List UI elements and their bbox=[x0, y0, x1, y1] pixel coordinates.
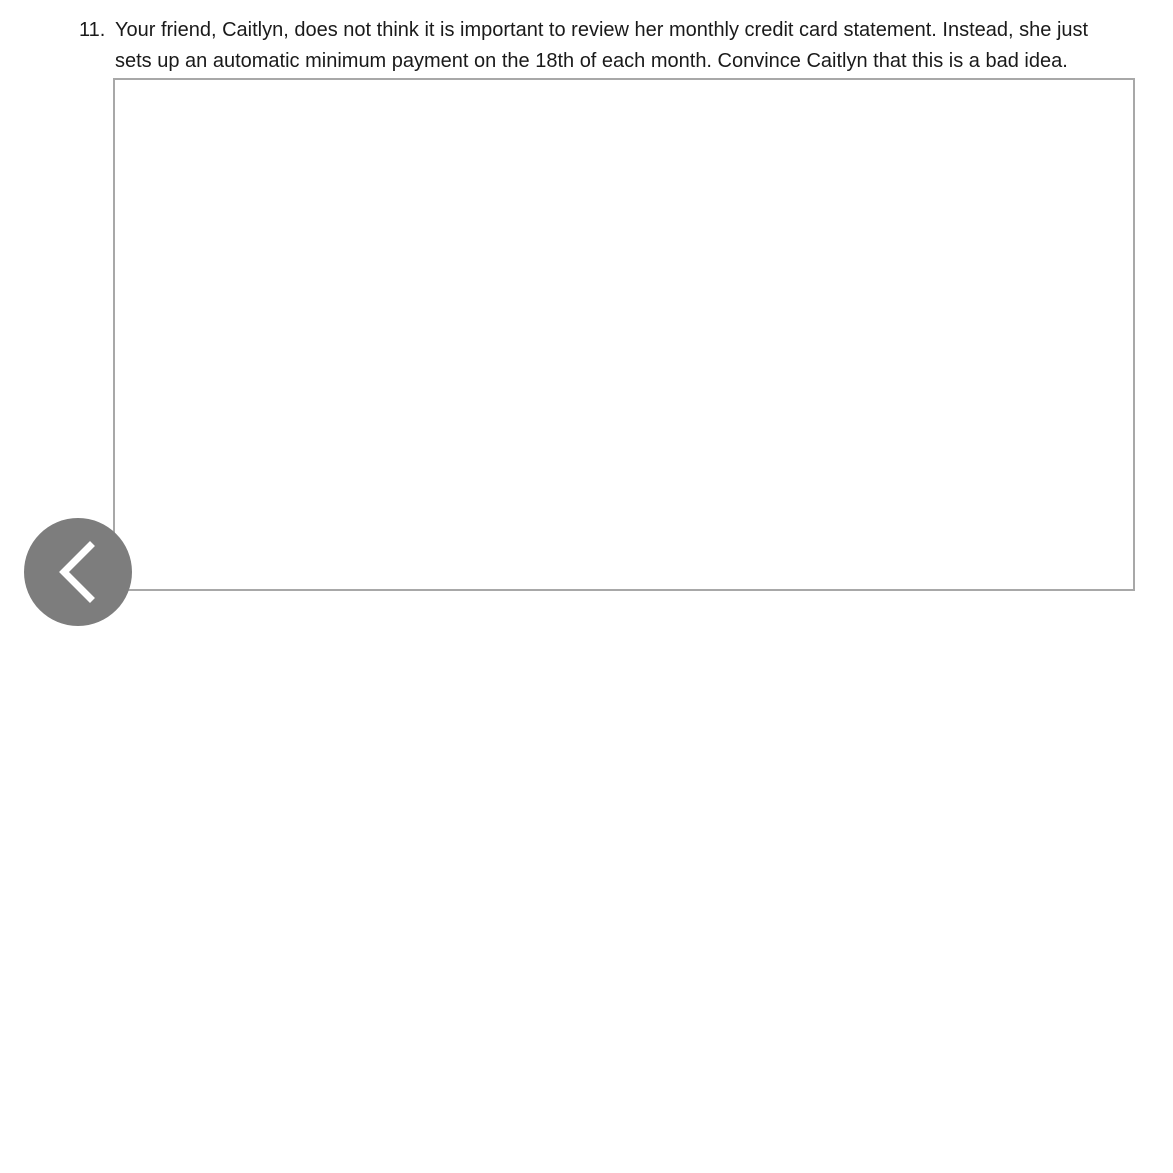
question-number: 11. bbox=[79, 19, 106, 41]
chevron-left-icon bbox=[24, 518, 132, 626]
answer-box[interactable] bbox=[113, 78, 1135, 591]
question-text: Your friend, Caitlyn, does not think it is important to review her monthly credit card statement. Instead, she just sets up an automatic minimum payment on the 18th of each month. Convince Caitlyn that this is a bad idea. bbox=[115, 19, 1089, 72]
back-button[interactable] bbox=[24, 518, 132, 626]
question-prompt bbox=[79, 15, 1139, 77]
